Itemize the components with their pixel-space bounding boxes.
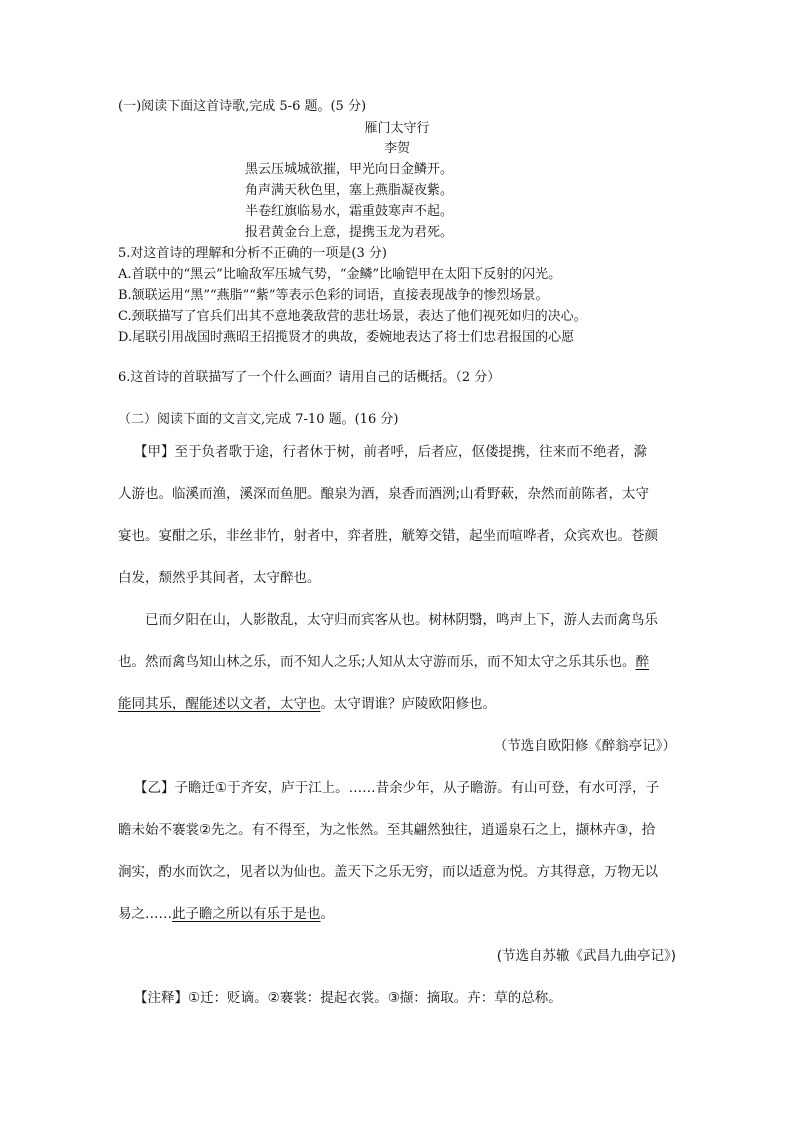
- q5-option-c: C.颈联描写了官兵们出其不意地袭敌营的悲壮场景，表达了他们视死如归的决心。: [118, 309, 587, 324]
- poem-line: 角声满天秋色里，塞上燕脂凝夜紫。: [245, 183, 454, 198]
- passage-yi-line: [118, 904, 334, 924]
- q5-option-b: B.颔联运用“黑”“燕脂”“紫”等表示色彩的词语，直接表现战争的惨烈场景。: [118, 288, 549, 303]
- passage-jia-line: 【甲】至于负者歌于途，行者休于树，前者呼，后者应，伛偻提携，往来而不绝者，滁: [134, 444, 647, 460]
- passage-jia-line: 人游也。临溪而渔，溪深而鱼肥。酿泉为酒，泉香而酒洌;山肴野蔌，杂然而前陈者，太守: [118, 486, 650, 502]
- passage-yi-text: 。: [320, 906, 334, 922]
- question-6: 6.这首诗的首联描写了一个什么画面？请用自己的话概括。（2 分）: [118, 370, 501, 385]
- q5-option-d: D.尾联引用战国时燕昭王招揽贤才的典故，委婉地表达了将士们忠君报国的心愿: [118, 330, 575, 345]
- poem-author: 李贺: [383, 141, 410, 156]
- passage-yi-line: 【乙】子瞻迁①于齐安，庐于江上。……昔余少年，从子瞻游。有山可登，有水可浮，子: [134, 780, 660, 796]
- source-jia: （节选自欧阳修《醉翁亭记》）: [493, 738, 676, 754]
- underlined-sentence: 此子瞻之所以有乐于是也: [172, 906, 321, 922]
- passage-yi-line: 瞻未始不褰裳②先之。有不得至，为之怅然。至其翩然独往，逍遥泉石之上，撷林卉③，拾: [118, 822, 656, 838]
- passage-jia2-line: [118, 652, 649, 672]
- passage-yi-text: 易之……: [118, 906, 172, 922]
- passage-yi-line: 涧实，酌水而饮之，见者以为仙也。盖天下之乐无穷，而以适意为悦。方其得意，万物无以: [118, 864, 658, 880]
- question-5: 5.对这首诗的理解和分析不正确的一项是(3 分): [118, 246, 387, 261]
- passage-jia-line: 白发，颓然乎其间者，太守醉也。: [118, 570, 321, 586]
- annotation-notes: 【注释】①迁：贬谪。②褰裳：提起衣裳。③撷：摘取。卉：草的总称。: [134, 990, 562, 1006]
- passage-jia2-text: 。太守谓谁？庐陵欧阳修也。: [320, 696, 496, 712]
- poem-line: 报君黄金台上意，提携玉龙为君死。: [245, 225, 454, 240]
- passage-jia2-line: 已而夕阳在山，人影散乱，太守归而宾客从也。树林阴翳，鸣声上下，游人去而禽鸟乐: [145, 612, 658, 628]
- passage-jia2-text: 也。然而禽鸟知山林之乐，而不知人之乐;人知从太守游而乐，而不知太守之乐其乐也。: [118, 654, 636, 670]
- passage-jia-line: 宴也。宴酣之乐，非丝非竹，射者中，弈者胜，觥筹交错，起坐而喧哗者，众宾欢也。苍颜: [118, 528, 658, 544]
- poem-line: 黑云压城城欲摧，甲光向日金鳞开。: [245, 162, 454, 177]
- poem-line: 半卷红旗临易水，霜重鼓寒声不起。: [245, 204, 454, 219]
- q5-option-a: A.首联中的“黑云”比喻敌军压城气势，“金鳞”比喻铠甲在太阳下反射的闪光。: [118, 267, 562, 282]
- poem-title: 雁门太守行: [364, 121, 430, 136]
- source-yi: (节选自苏辙《武昌九曲亭记》): [496, 948, 676, 964]
- section2-heading: （二）阅读下面的文言文,完成 7-10 题。(16 分): [118, 412, 399, 427]
- underlined-sentence: 能同其乐，醒能述以文者，太守也: [118, 696, 321, 712]
- passage-jia2-line: [118, 694, 496, 714]
- underlined-sentence-start: 醉: [635, 654, 650, 670]
- section1-heading: (一)阅读下面这首诗歌,完成 5-6 题。(5 分): [118, 99, 367, 114]
